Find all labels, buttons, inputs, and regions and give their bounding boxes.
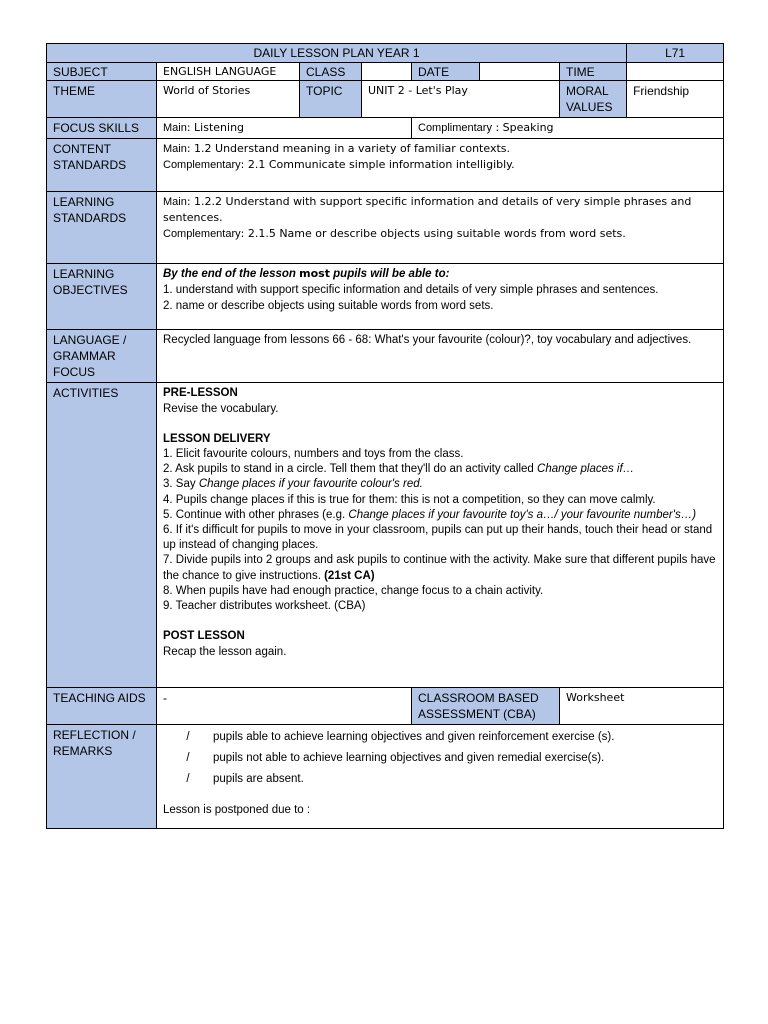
- cs-main-label: Main: [163, 143, 187, 155]
- class-label: CLASS: [300, 63, 362, 81]
- ls-main-label: Main: [163, 196, 187, 208]
- date-label: DATE: [412, 63, 480, 81]
- focus-main: [157, 118, 412, 139]
- reflection-cell: [157, 725, 724, 829]
- objective-item: 1. understand with support specific information and details of very simple phrases and sentences.: [163, 284, 659, 296]
- plan-title: DAILY LESSON PLAN YEAR 1: [47, 44, 627, 63]
- ls-comp-text: : 2.1.5 Name or describe objects using suitable words from word sets.: [240, 227, 626, 240]
- delivery-step: 9. Teacher distributes worksheet. (CBA): [163, 600, 366, 613]
- lesson-delivery-title: LESSON DELIVERY: [163, 433, 271, 445]
- language-focus-label: LANGUAGE / GRAMMAR FOCUS: [47, 330, 157, 383]
- class-value: [362, 63, 412, 81]
- postponed-note: Lesson is postponed due to :: [163, 804, 311, 816]
- content-standards-cell: [157, 139, 724, 192]
- subject-value: ENGLISH LANGUAGE: [157, 63, 300, 81]
- subject-label: SUBJECT: [47, 63, 157, 81]
- teaching-aids-label: TEACHING AIDS: [47, 688, 157, 725]
- content-standards-label: CONTENT STANDARDS: [47, 139, 157, 192]
- cs-comp-text: : 2.1 Communicate simple information intelligibly.: [240, 158, 515, 171]
- learning-objectives-cell: [157, 264, 724, 330]
- focus-main-value: : Listening: [186, 121, 245, 134]
- learning-standards-cell: [157, 192, 724, 264]
- objectives-intro-c: pupils will be able to:: [333, 268, 450, 280]
- topic-label: TOPIC: [300, 81, 362, 118]
- time-value: [627, 63, 724, 81]
- delivery-step: 6. If it's difficult for pupils to move in your classroom, pupils can put up their hands, touch their head or stand up instead of changing places.: [163, 524, 713, 552]
- objective-item: 2. name or describe objects using suitable words from word sets.: [163, 300, 494, 312]
- delivery-step: 5. Continue with other phrases (e.g. Change places if your favourite toy's a…/ your favourite number's…): [163, 508, 697, 521]
- reflection-item: / pupils not able to achieve learning objectives and given remedial exercise(s).: [186, 752, 605, 764]
- moral-values-label: MORAL VALUES: [560, 81, 627, 118]
- activities-label: ACTIVITIES: [47, 383, 157, 688]
- cba-label: CLASSROOM BASED ASSESSMENT (CBA): [412, 688, 560, 725]
- cba-value: Worksheet: [560, 688, 724, 725]
- objectives-intro-a: By the end of the lesson: [163, 268, 296, 280]
- theme-label: THEME: [47, 81, 157, 118]
- reflection-item: / pupils are absent.: [186, 773, 304, 785]
- focus-main-label: Main: [163, 122, 187, 134]
- delivery-step: 1. Elicit favourite colours, numbers and toys from the class.: [163, 448, 464, 460]
- cs-comp-label: Complementary: [163, 159, 241, 171]
- learning-objectives-label: LEARNING OBJECTIVES: [47, 264, 157, 330]
- theme-value: World of Stories: [157, 81, 300, 118]
- delivery-steps: [163, 447, 717, 614]
- reflection-label: REFLECTION / REMARKS: [47, 725, 157, 829]
- post-lesson-title: POST LESSON: [163, 630, 245, 643]
- pre-lesson-text: Revise the vocabulary.: [163, 403, 279, 415]
- focus-complimentary: [412, 118, 724, 139]
- focus-comp-value: : Speaking: [491, 121, 554, 134]
- activities-cell: [157, 383, 724, 688]
- cs-main-text: : 1.2 Understand meaning in a variety of familiar contexts.: [186, 142, 510, 155]
- date-value: [480, 63, 560, 81]
- pre-lesson-title: PRE-LESSON: [163, 387, 238, 399]
- objectives-intro-b: most: [299, 267, 330, 280]
- delivery-step: 4. Pupils change places if this is true for them: this is not a competition, so they can move calmly.: [163, 493, 656, 506]
- focus-skills-label: FOCUS SKILLS: [47, 118, 157, 139]
- lesson-plan-table: [46, 43, 724, 829]
- delivery-step: 7. Divide pupils into 2 groups and ask pupils to continue with the activity. Make sure that different pupils have the chance to give instructions. (21st CA): [163, 554, 716, 582]
- moral-values-value: Friendship: [627, 81, 724, 118]
- teaching-aids-value: -: [157, 688, 412, 725]
- ls-main-text: : 1.2.2 Understand with support specific information and details of very simple phrases and sentences.: [163, 195, 692, 224]
- learning-standards-label: LEARNING STANDARDS: [47, 192, 157, 264]
- ls-comp-label: Complementary: [163, 228, 241, 240]
- post-lesson-text: Recap the lesson again.: [163, 646, 287, 659]
- focus-comp-label: Complimentary: [418, 122, 492, 134]
- lesson-code: L71: [627, 44, 724, 63]
- delivery-step: 3. Say Change places if your favourite colour's red.: [163, 478, 423, 491]
- time-label: TIME: [560, 63, 627, 81]
- topic-value: UNIT 2 - Let's Play: [362, 81, 560, 118]
- reflection-item: / pupils able to achieve learning objectives and given reinforcement exercise (s).: [186, 731, 615, 743]
- delivery-step: 8. When pupils have had enough practice, change focus to a chain activity.: [163, 584, 544, 597]
- language-focus-text: Recycled language from lessons 66 - 68: What's your favourite (colour)?, toy vocabulary and adjectives.: [157, 330, 724, 383]
- delivery-step: 2. Ask pupils to stand in a circle. Tell them that they'll do an activity called Change places if…: [163, 463, 635, 476]
